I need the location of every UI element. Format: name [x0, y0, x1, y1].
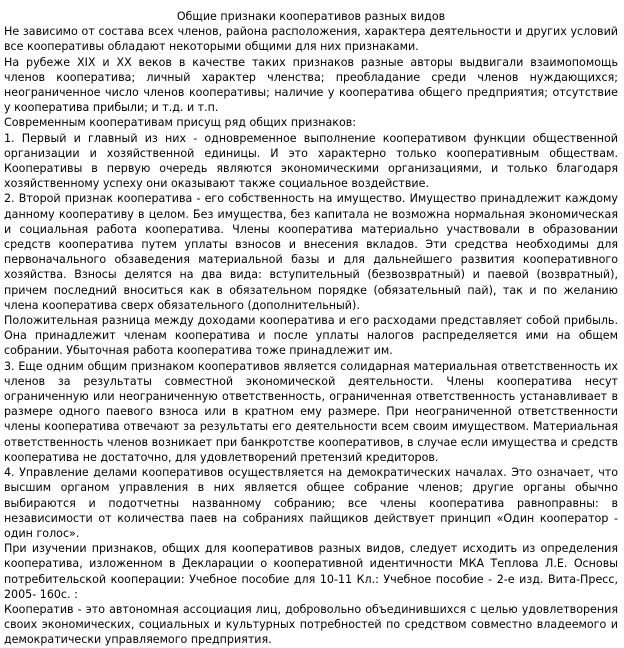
- page-title: Общие признаки кооперативов разных видов: [176, 10, 446, 23]
- history-paragraph: На рубеже XIX и XX веков в качестве таких признаков разные авторы выдвигали взаимопомощь членов кооператива; личный характер членства; преобладание среди членов нуждающихся; неограниченное число членов кооперативы; наличие у кооператива общего предприятия; отсутствие у кооператива прибыли; и т.д. и т.п.: [4, 55, 618, 115]
- intro-paragraph: Не зависимо от состава всех членов, района расположения, характера деятельности и других условий все кооперативы обладают некоторыми общими для них признаками.: [4, 25, 618, 54]
- feature-4-paragraph: 4. Управление делами кооперативов осуществляется на демократических началах. Это означает, что высшим органом управления в них является общее собрание членов; другие органы обычно выбираются и подотчетны названному собранию; все члены кооператива равноправны: в независимости от количества паев на собраниях пайщиков действует принцип «Один кооператор - один голос».: [4, 466, 618, 540]
- features-lead-paragraph: Современным кооперативам присущ ряд общих признаков:: [4, 116, 357, 130]
- feature-3-paragraph: 3. Еще одним общим признаком кооперативов является солидарная материальная ответственность их членов за результаты совместной экономической деятельности. Члены кооператива несут ограниченную или неограниченную ответственность, ограниченная ответственность устанавливает в размере одного паевого взноса или в кратном ему размере. При неограниченной ответственности члены кооператива отвечают за результаты его деятельности всем своим имуществом. Материальная ответственность членов возникает при банкротстве кооперативов, в случае если имущества и средств кооператива не достаточно, для удовлетворений претензий кредиторов.: [4, 359, 618, 464]
- definition-paragraph: Кооператив - это автономная ассоциация лиц, добровольно объединившихся с целью удовлетворения своих экономических, социальных и культурных потребностей по средством совместно владеемого и демократически управляемого предприятия.: [4, 602, 618, 647]
- document: [4, 9, 618, 648]
- profit-paragraph: Положительная разница между доходами кооператива и его расходами представляет собой прибыль. Она принадлежит членам кооператива и после уплаты налогов распределяется ими на общем собрании. Убыточная работа кооператива тоже принадлежит им.: [4, 314, 618, 358]
- definition-source-paragraph: При изучении признаков, общих для кооперативов разных видов, следует исходить из определения кооператива, изложенном в Декларации о кооперативной идентичности МКА Теплова Л.Е. Основы потребительской кооперации: Учебное пособие для 10-11 Кл.: Учебное пособие - 2-е изд. Вита-Пресс, 2005- 160с. :: [4, 542, 618, 601]
- feature-1-paragraph: 1. Первый и главный из них - одновременное выполнение кооперативом функции общественной организации и хозяйственной единицы. И это характерно только кооперативным обществам. Кооперативы в первую очередь являются экономическими организациями, и только благодаря хозяйственному успеху они оказывают также социальное воздействие.: [4, 131, 618, 191]
- feature-2-paragraph: 2. Второй признак кооператива - его собственность на имущество. Имущество принадлежит каждому данному кооперативу в целом. Без имущества, без капитала не возможна нормальная экономическая и социальная работа кооператива. Члены кооператива материально участвовали в образовании средств кооператива путем уплаты взносов и внесения вкладов. Эти средства необходимы для первоначального обзаведения материальной базы и для дальнейшего развития кооперативного хозяйства. Взносы делятся на два вида: вступительный (безвозвратный) и паевой (возвратный), причем последний вноситься как в обязательном порядке (обязательный пай), так и по желанию члена кооператива сверх обязательного (дополнительный).: [4, 192, 618, 312]
